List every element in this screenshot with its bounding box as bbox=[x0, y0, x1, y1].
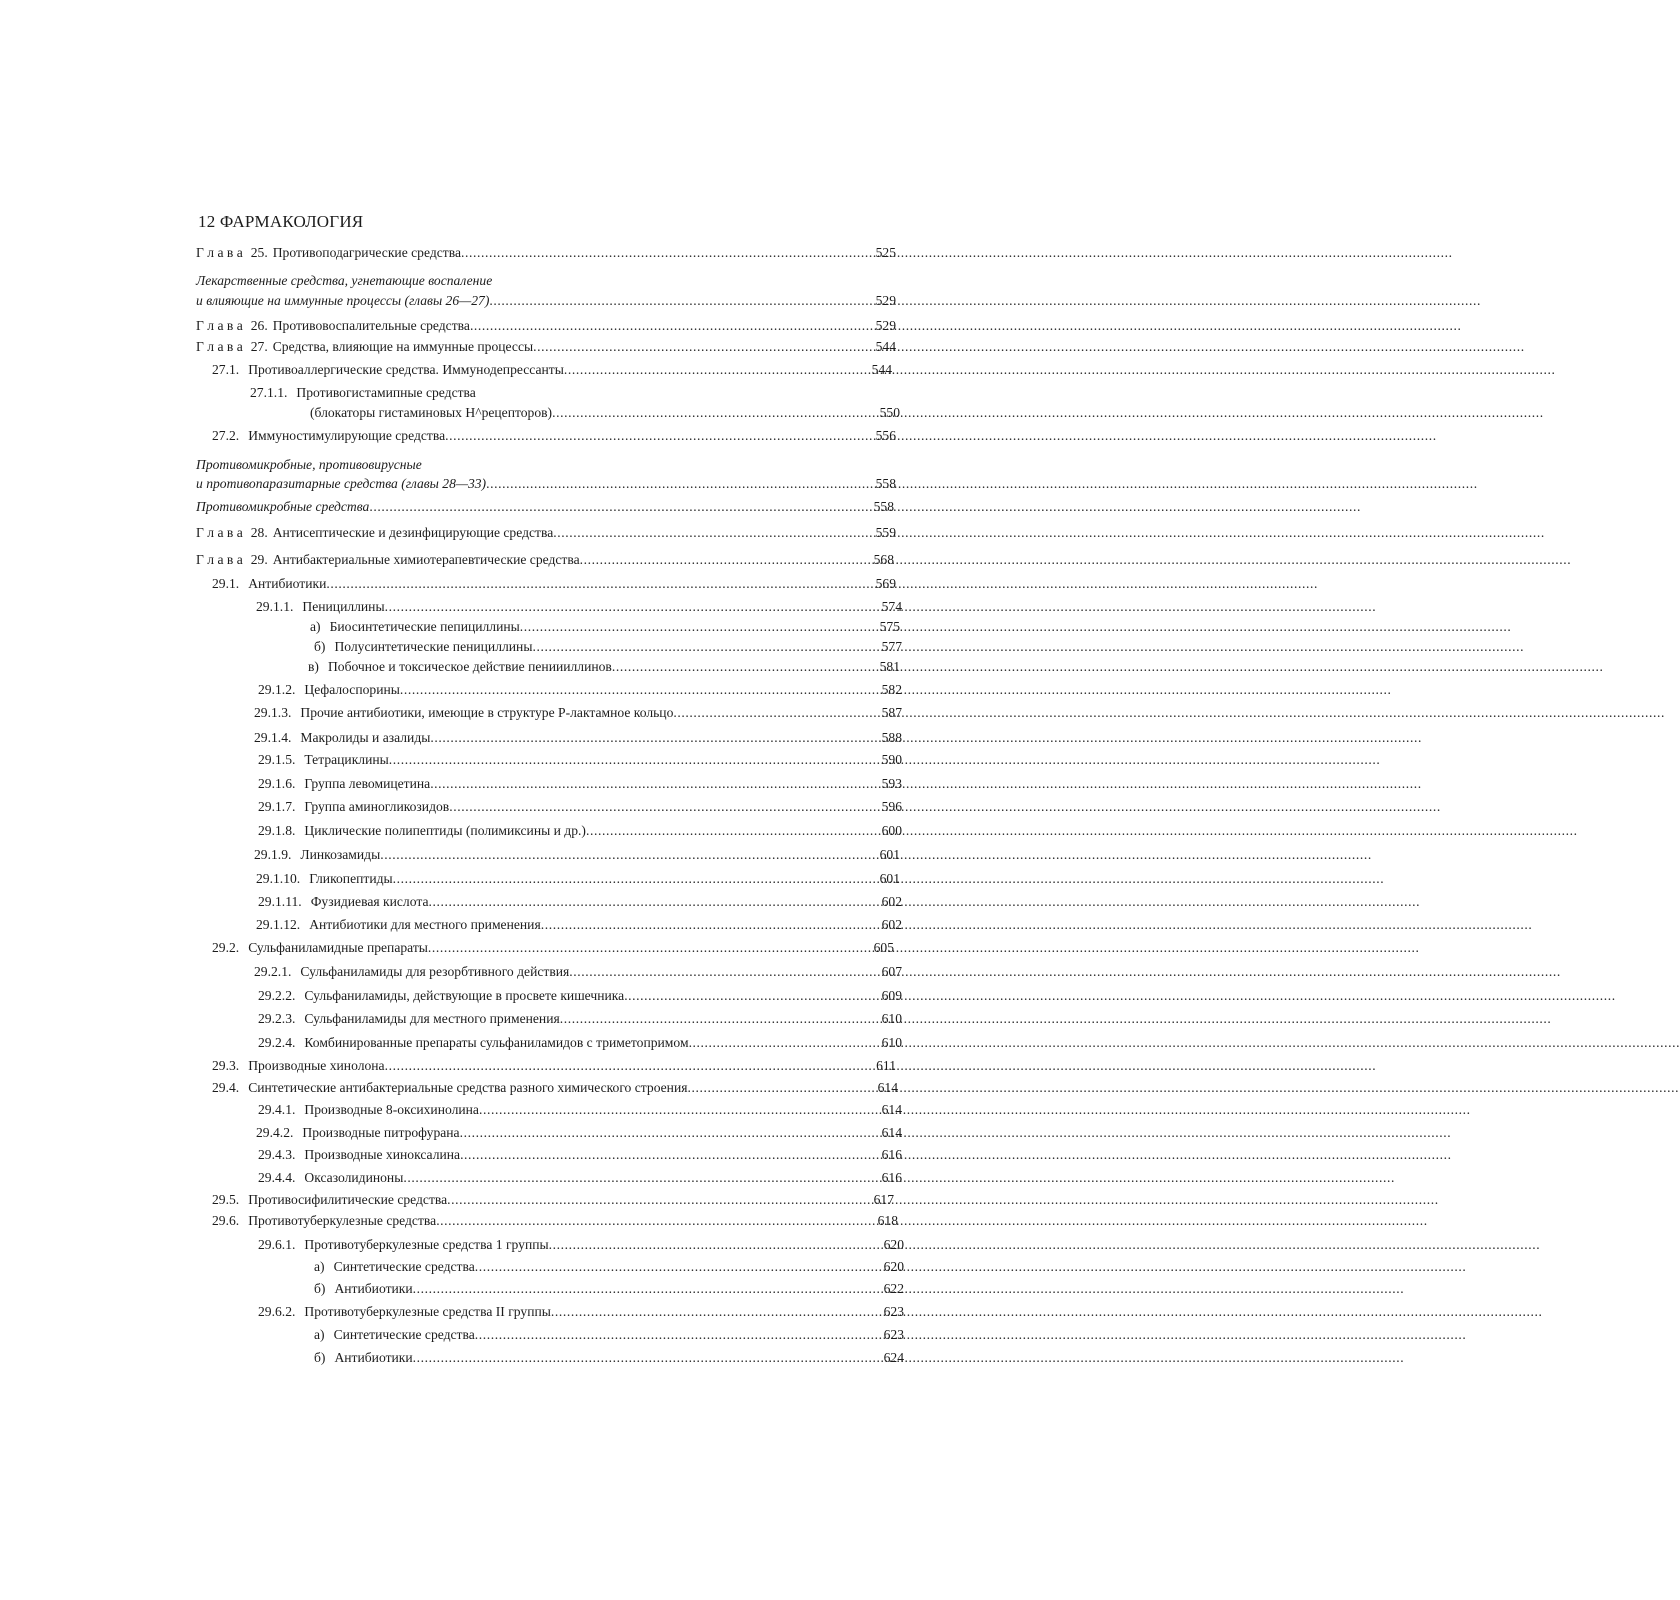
toc-entry bbox=[212, 939, 894, 956]
toc-leader-dots bbox=[369, 498, 870, 515]
toc-entry-number: 29.1.4. bbox=[254, 730, 292, 745]
toc-leader-dots bbox=[449, 798, 878, 815]
toc-entry bbox=[258, 987, 902, 1004]
toc-entry-number: б) bbox=[314, 1281, 326, 1296]
toc-leader-dots bbox=[413, 1280, 881, 1297]
toc-leader-dots bbox=[533, 338, 873, 355]
toc-leader-dots bbox=[586, 822, 879, 839]
toc-entry-number: а) bbox=[314, 1327, 325, 1342]
toc-leader-dots bbox=[380, 846, 876, 863]
toc-entry bbox=[256, 598, 902, 615]
toc-entry-title: и противопаразитарные средства (главы 28—33) bbox=[196, 476, 487, 491]
toc-leader-dots bbox=[447, 1191, 870, 1208]
toc-entry-number: 29.2.1. bbox=[254, 964, 292, 979]
toc-page-number: 614 bbox=[877, 1080, 898, 1095]
toc-page-number: 577 bbox=[881, 639, 902, 654]
toc-entry bbox=[254, 729, 902, 746]
toc-entry bbox=[196, 338, 896, 355]
toc-leader-dots bbox=[532, 638, 878, 655]
toc-entry-title: Противомикробные средства bbox=[196, 499, 370, 514]
toc-entry bbox=[258, 798, 902, 815]
toc-entry-number: 29.1.2. bbox=[258, 682, 296, 697]
toc-entry-number: 29.1.12. bbox=[256, 917, 301, 932]
toc-entry bbox=[258, 893, 902, 910]
toc-page-number: 616 bbox=[881, 1170, 902, 1185]
toc-entry-number: а) bbox=[310, 619, 321, 634]
toc-leader-dots bbox=[549, 1236, 881, 1253]
toc-leader-dots bbox=[520, 618, 877, 635]
toc-page-number: 623 bbox=[883, 1327, 904, 1342]
toc-page-number: 569 bbox=[875, 576, 896, 591]
toc-entry bbox=[258, 1101, 902, 1118]
toc-entry bbox=[212, 575, 896, 592]
toc-entry-number: 29.6. bbox=[212, 1213, 240, 1228]
toc-leader-dots bbox=[479, 1101, 879, 1118]
toc-entry bbox=[258, 1169, 902, 1186]
toc-entry bbox=[254, 704, 902, 721]
toc-entry-title: Сульфаниламидные препараты bbox=[248, 940, 428, 955]
toc-leader-dots bbox=[541, 916, 879, 933]
toc-entry bbox=[196, 524, 896, 541]
toc-leader-dots bbox=[403, 1169, 878, 1186]
toc-page-number: 610 bbox=[881, 1035, 902, 1050]
toc-entry-title: Тетрациклины bbox=[304, 752, 389, 767]
toc-entry-title: Прочие антибиотики, имеющие в структуре Р-лактамное кольцо bbox=[300, 705, 674, 720]
toc-entry-number: 29.3. bbox=[212, 1058, 240, 1073]
toc-entry-title: Пенициллины bbox=[302, 599, 385, 614]
toc-page-number: 602 bbox=[881, 917, 902, 932]
toc-entry bbox=[196, 456, 600, 473]
toc-entry-number: 29.1.9. bbox=[254, 847, 292, 862]
toc-leader-dots bbox=[564, 361, 869, 378]
toc-entry bbox=[314, 638, 902, 655]
toc-page-number: 574 bbox=[881, 599, 902, 614]
toc-page-number: 601 bbox=[879, 847, 900, 862]
toc-page-number: 622 bbox=[883, 1281, 904, 1296]
toc-entry-title: Противоподагрические средства bbox=[272, 245, 461, 260]
toc-leader-dots bbox=[486, 475, 873, 492]
toc-entry-title: Сульфаниламиды, действующие в просвете кишечника bbox=[304, 988, 625, 1003]
toc-entry bbox=[196, 292, 896, 309]
toc-entry-title: Комбинированные препараты сульфаниламидов с триметопримом bbox=[304, 1035, 689, 1050]
toc-entry-title: Антибиотики bbox=[334, 1350, 413, 1365]
toc-entry-number: 29. bbox=[250, 552, 268, 567]
toc-page-number: 600 bbox=[881, 823, 902, 838]
toc-entry-title: Антибиотики для местного применения bbox=[309, 917, 541, 932]
toc-entry-number: 29.1.10. bbox=[256, 871, 301, 886]
toc-entry-number: 26. bbox=[250, 318, 268, 333]
toc-leader-dots bbox=[569, 963, 878, 980]
toc-entry bbox=[314, 1258, 904, 1275]
toc-leader-dots bbox=[551, 1303, 881, 1320]
toc-chapter-prefix: Г л а в а bbox=[196, 552, 243, 567]
toc-entry-number: 28. bbox=[250, 525, 268, 540]
toc-entry-number: 27.1.1. bbox=[250, 385, 288, 400]
toc-leader-dots bbox=[475, 1326, 881, 1343]
toc-entry bbox=[196, 244, 896, 261]
toc-page-number: 611 bbox=[876, 1058, 896, 1073]
toc-page-number: 614 bbox=[881, 1125, 902, 1140]
toc-entry-title: Антибактериальные химиотерапевтические средства bbox=[272, 552, 580, 567]
toc-entry-number: 29.1.11. bbox=[258, 894, 302, 909]
toc-entry-number: 29.2.3. bbox=[258, 1011, 296, 1026]
toc-entry-number: 29.6.1. bbox=[258, 1237, 296, 1252]
toc-page-number: 558 bbox=[873, 499, 894, 514]
toc-page-number: 620 bbox=[883, 1259, 904, 1274]
toc-page-number: 550 bbox=[879, 405, 900, 420]
toc-entry-title: Антисептические и дезинфицирующие средства bbox=[272, 525, 554, 540]
toc-page-number: 568 bbox=[873, 552, 894, 567]
toc-chapter-prefix: Г л а в а bbox=[196, 525, 243, 540]
toc-chapter-prefix: Г л а в а bbox=[196, 245, 243, 260]
toc-entry-title: Циклические полипептиды (полимиксины и др.) bbox=[304, 823, 586, 838]
toc-entry bbox=[254, 963, 902, 980]
toc-entry-number: 29.1.6. bbox=[258, 776, 296, 791]
toc-entry-number: 29.2. bbox=[212, 940, 240, 955]
toc-leader-dots bbox=[461, 244, 873, 261]
toc-entry-title: Средства, влияющие на иммунные процессы bbox=[272, 339, 534, 354]
toc-page-number: 544 bbox=[871, 362, 892, 377]
toc-entry-title: Противогистамипные средства bbox=[296, 385, 476, 400]
toc-entry bbox=[314, 1349, 904, 1366]
toc-chapter-prefix: Г л а в а bbox=[196, 318, 243, 333]
toc-entry-title: Биосинтетические пепициллины bbox=[329, 619, 520, 634]
toc-entry-title: Фузидиевая кислота bbox=[310, 894, 429, 909]
toc-entry-number: 29.1.5. bbox=[258, 752, 296, 767]
toc-entry-title: Синтетические средства bbox=[333, 1259, 475, 1274]
toc-entry-title: Антибиотики bbox=[334, 1281, 413, 1296]
toc-page-number: 544 bbox=[875, 339, 896, 354]
toc-entry-number: 29.4. bbox=[212, 1080, 240, 1095]
toc-entry-number: 29.1.1. bbox=[256, 599, 294, 614]
toc-entry bbox=[196, 475, 896, 492]
toc-leader-dots bbox=[624, 987, 878, 1004]
toc-entry-title: Производные 8-оксихинолина bbox=[304, 1102, 479, 1117]
toc-page-number: 556 bbox=[875, 428, 896, 443]
toc-entry-number: 27. bbox=[250, 339, 268, 354]
toc-entry bbox=[212, 361, 892, 378]
toc-leader-dots bbox=[460, 1146, 879, 1163]
toc-leader-dots bbox=[475, 1258, 881, 1275]
toc-page-number: 616 bbox=[881, 1147, 902, 1162]
toc-page-number: 609 bbox=[881, 988, 902, 1003]
toc-entry bbox=[258, 822, 902, 839]
toc-page-number: 614 bbox=[881, 1102, 902, 1117]
toc-leader-dots bbox=[393, 870, 877, 887]
toc-entry bbox=[310, 404, 900, 421]
toc-entry bbox=[196, 551, 894, 568]
toc-page-number: 558 bbox=[875, 476, 896, 491]
toc-entry-number: 29.4.2. bbox=[256, 1125, 294, 1140]
toc-leader-dots bbox=[385, 1057, 874, 1074]
toc-page-number: 624 bbox=[883, 1350, 904, 1365]
toc-page-number: 588 bbox=[881, 730, 902, 745]
toc-entry-title: Производные хинолона bbox=[248, 1058, 385, 1073]
toc-leader-dots bbox=[460, 1124, 879, 1141]
toc-entry-number: 29.1.8. bbox=[258, 823, 296, 838]
toc-leader-dots bbox=[553, 524, 872, 541]
toc-entry-title: и влияющие на иммунные процессы (главы 26—27) bbox=[196, 293, 490, 308]
toc-entry bbox=[258, 1010, 902, 1027]
toc-page-number: 610 bbox=[881, 1011, 902, 1026]
toc-entry-title: Оксазолидиноны bbox=[304, 1170, 404, 1185]
page-header: 12 ФАРМАКОЛОГИЯ bbox=[198, 212, 364, 231]
toc-entry-title: Противотуберкулезные средства 1 группы bbox=[304, 1237, 549, 1252]
toc-page-number: 618 bbox=[877, 1213, 898, 1228]
toc-entry bbox=[196, 317, 896, 334]
toc-entry-number: 29.4.4. bbox=[258, 1170, 296, 1185]
toc-leader-dots bbox=[436, 1212, 874, 1229]
toc-entry-title: Синтетические антибактериальные средства разного химического строения bbox=[248, 1080, 688, 1095]
toc-entry-number: 29.4.3. bbox=[258, 1147, 296, 1162]
toc-entry-number: 29.1.3. bbox=[254, 705, 292, 720]
toc-entry-title: Полусинтетические пенициллины bbox=[334, 639, 533, 654]
toc-entry-title: Группа аминогликозидов bbox=[304, 799, 450, 814]
toc-entry-title: Противосифилитические средства bbox=[248, 1192, 448, 1207]
toc-page-number: 617 bbox=[873, 1192, 894, 1207]
toc-entry-title: Линкозамиды bbox=[300, 847, 381, 862]
toc-leader-dots bbox=[470, 317, 873, 334]
toc-leader-dots bbox=[689, 1034, 879, 1051]
toc-entry bbox=[258, 1146, 902, 1163]
toc-leader-dots bbox=[612, 658, 877, 675]
toc-entry bbox=[196, 272, 600, 289]
toc-entry-title: Побочное и токсическое действие пениииллинов bbox=[327, 659, 612, 674]
toc-entry-title: Сульфаниламиды для местного применения bbox=[304, 1011, 560, 1026]
toc-entry bbox=[212, 1079, 898, 1096]
toc-page-number: 605 bbox=[873, 940, 894, 955]
toc-entry-title: Иммуностимулирующие средства bbox=[248, 428, 446, 443]
toc-page-number: 529 bbox=[875, 318, 896, 333]
toc-page-number: 529 bbox=[875, 293, 896, 308]
toc-entry bbox=[212, 1212, 898, 1229]
toc-entry bbox=[212, 1191, 894, 1208]
toc-page-number: 559 bbox=[875, 525, 896, 540]
toc-entry-number: 29.6.2. bbox=[258, 1304, 296, 1319]
toc-leader-dots bbox=[428, 939, 871, 956]
toc-entry-title: Противотуберкулезные средства II группы bbox=[304, 1304, 551, 1319]
toc-leader-dots bbox=[400, 681, 879, 698]
toc-entry-title: Производные питрофурана bbox=[302, 1125, 460, 1140]
toc-entry-number: 29.1.7. bbox=[258, 799, 296, 814]
toc-entry-number: 29.1. bbox=[212, 576, 240, 591]
toc-entry-number: 29.2.2. bbox=[258, 988, 296, 1003]
toc-leader-dots bbox=[430, 729, 878, 746]
toc-leader-dots bbox=[430, 775, 878, 792]
toc-entry bbox=[256, 870, 900, 887]
toc-entry-number: в) bbox=[308, 659, 319, 674]
toc-entry bbox=[310, 618, 900, 635]
toc-leader-dots bbox=[445, 427, 872, 444]
toc-leader-dots bbox=[326, 575, 872, 592]
toc-entry-title: Противовоспалительные средства bbox=[272, 318, 470, 333]
toc-page-number: 607 bbox=[881, 964, 902, 979]
toc-entry bbox=[308, 658, 900, 675]
toc-page-number: 587 bbox=[881, 705, 902, 720]
toc-leader-dots bbox=[552, 404, 877, 421]
toc-entry bbox=[258, 1236, 904, 1253]
toc-entry bbox=[258, 1303, 904, 1320]
toc-leader-dots bbox=[673, 704, 878, 721]
toc-entry-number: б) bbox=[314, 639, 326, 654]
toc-page-number: 525 bbox=[875, 245, 896, 260]
toc-entry-title: Макролиды и азалиды bbox=[300, 730, 431, 745]
toc-page-number: 582 bbox=[881, 682, 902, 697]
toc-entry bbox=[258, 681, 902, 698]
toc-page-number: 601 bbox=[879, 871, 900, 886]
toc-page-number: 623 bbox=[883, 1304, 904, 1319]
toc-entry bbox=[254, 846, 900, 863]
toc-entry-number: 29.5. bbox=[212, 1192, 240, 1207]
toc-leader-dots bbox=[385, 598, 879, 615]
toc-entry-title: Лекарственные средства, угнетающие воспаление bbox=[196, 273, 493, 288]
toc-entry-title: (блокаторы гистаминовых Н^рецепторов) bbox=[310, 405, 553, 420]
toc-leader-dots bbox=[688, 1079, 875, 1096]
toc-entry bbox=[314, 1280, 904, 1297]
toc-entry bbox=[196, 498, 894, 515]
toc-leader-dots bbox=[580, 551, 871, 568]
toc-entry-title: Сульфаниламиды для резорбтивного действия bbox=[300, 964, 570, 979]
toc-page-number: 593 bbox=[881, 776, 902, 791]
toc-entry-title: Цефалоспорины bbox=[304, 682, 400, 697]
toc-leader-dots bbox=[489, 292, 872, 309]
toc-entry bbox=[212, 1057, 896, 1074]
toc-page-number: 575 bbox=[879, 619, 900, 634]
toc-entry-title: Синтетические средства bbox=[333, 1327, 475, 1342]
toc-chapter-prefix: Г л а в а bbox=[196, 339, 243, 354]
toc-entry-number: а) bbox=[314, 1259, 325, 1274]
toc-entry-number: 25. bbox=[250, 245, 268, 260]
toc-entry bbox=[256, 1124, 902, 1141]
toc-page-number: 602 bbox=[881, 894, 902, 909]
toc-entry-title: Противотуберкулезные средства bbox=[248, 1213, 437, 1228]
toc-entry-title: Производные хиноксалина bbox=[304, 1147, 461, 1162]
toc-leader-dots bbox=[413, 1349, 881, 1366]
toc-entry-title: Антибиотики bbox=[248, 576, 327, 591]
toc-entry-title: Противоаллергические средства. Иммунодепрессанты bbox=[248, 362, 564, 377]
toc-entry bbox=[258, 751, 902, 768]
toc-entry bbox=[258, 1034, 902, 1051]
toc-entry bbox=[256, 916, 902, 933]
toc-entry-number: 29.2.4. bbox=[258, 1035, 296, 1050]
toc-page-number: 620 bbox=[883, 1237, 904, 1252]
toc-page-number: 581 bbox=[879, 659, 900, 674]
toc-page-number: 590 bbox=[881, 752, 902, 767]
toc-leader-dots bbox=[389, 751, 879, 768]
toc-entry-title: Противомикробные, противовирусные bbox=[196, 457, 422, 472]
toc-leader-dots bbox=[428, 893, 878, 910]
toc-entry bbox=[212, 427, 896, 444]
toc-leader-dots bbox=[560, 1010, 879, 1027]
toc-entry bbox=[258, 775, 902, 792]
toc-entry bbox=[250, 384, 700, 401]
toc-entry-title: Гликопептиды bbox=[309, 871, 393, 886]
toc-entry-number: 29.4.1. bbox=[258, 1102, 296, 1117]
toc-page-number: 596 bbox=[881, 799, 902, 814]
toc-entry-number: 27.1. bbox=[212, 362, 240, 377]
toc-entry-title: Группа левомицетина bbox=[304, 776, 431, 791]
toc-entry-number: 27.2. bbox=[212, 428, 240, 443]
toc-entry bbox=[314, 1326, 904, 1343]
toc-entry-number: б) bbox=[314, 1350, 326, 1365]
